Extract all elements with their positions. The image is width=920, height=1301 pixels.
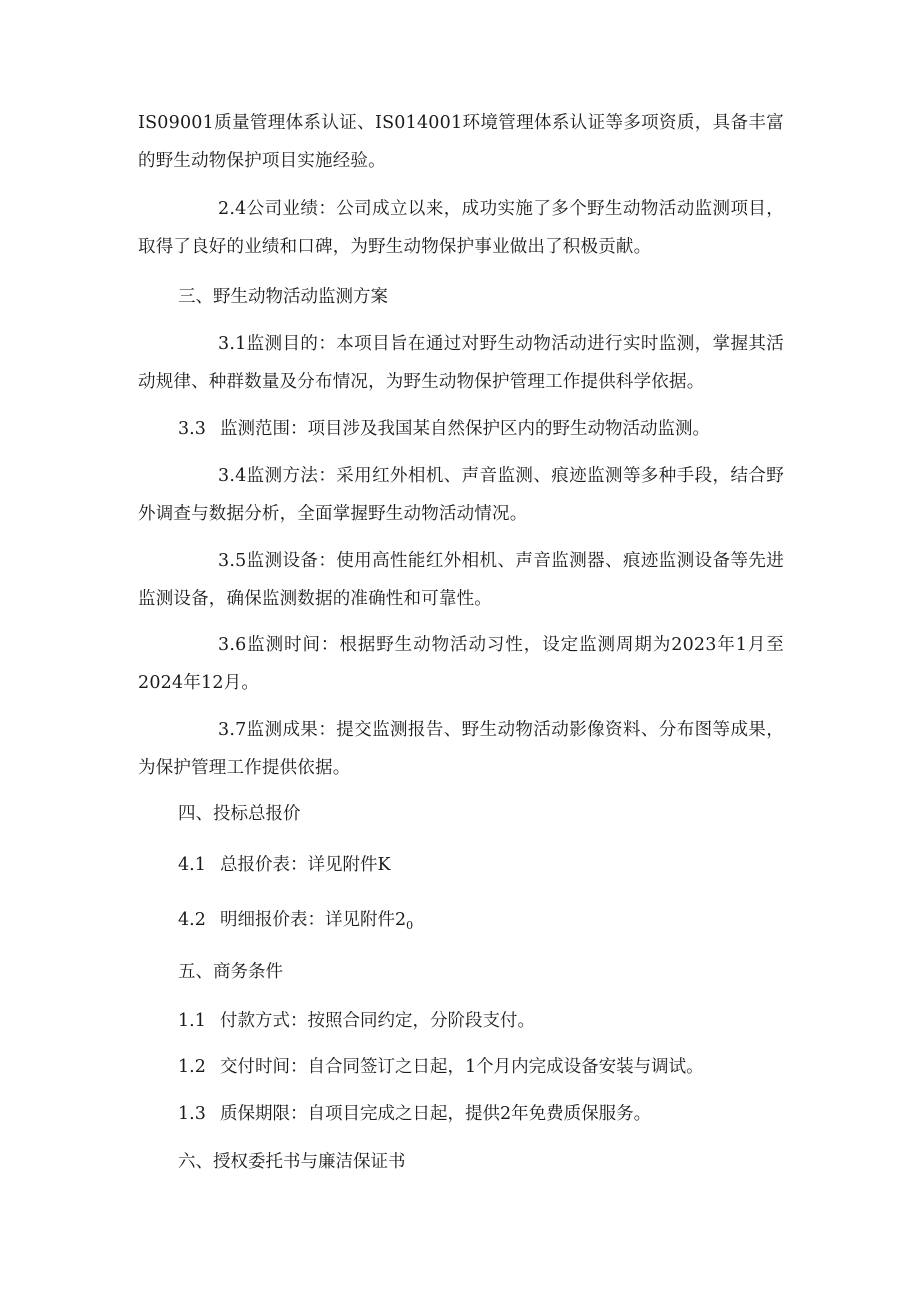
section-number: 3.5 xyxy=(218,551,247,571)
subscript-text: 0 xyxy=(406,919,414,932)
paragraph-text: 付款方式：按照合同约定，分阶段支付。 xyxy=(220,1011,535,1031)
section-number: 4.2 xyxy=(178,910,206,930)
paragraph-3-6 xyxy=(138,626,784,702)
section-number: 3.6 xyxy=(218,635,247,655)
heading-section-6: 六、授权委托书与廉洁保证书 xyxy=(178,1152,406,1172)
paragraph-3-4 xyxy=(138,457,784,533)
paragraph-text: 监测时间：根据野生动物活动习性，设定监测周期为2023年1月至2024年12月。 xyxy=(138,635,784,693)
section-number: 2.4 xyxy=(218,199,247,219)
paragraph-3-5 xyxy=(138,542,784,618)
paragraph-3-3 xyxy=(178,410,710,448)
section-number: 1.1 xyxy=(178,1011,206,1031)
paragraph-text: 监测范围：项目涉及我国某自然保护区内的野生动物活动监测。 xyxy=(220,419,710,439)
paragraph-3-1 xyxy=(138,325,784,401)
paragraph-4-1 xyxy=(178,846,391,884)
section-number: 3. xyxy=(218,334,236,354)
paragraph-1-3 xyxy=(178,1095,651,1133)
paragraph-qualifications xyxy=(138,104,784,180)
paragraph-3-7 xyxy=(138,711,784,787)
paragraph-2-4 xyxy=(138,190,784,266)
paragraph-text: 总报价表：详见附件K xyxy=(220,855,391,875)
paragraph-text: 公司业绩：公司成立以来，成功实施了多个野生动物活动监测项目，取得了良好的业绩和口碑，为野生动物保护事业做出了积极贡献。 xyxy=(138,199,784,257)
section-number: 1.2 xyxy=(178,1057,206,1077)
paragraph-1-1 xyxy=(178,1002,535,1040)
heading-section-5: 五、商务条件 xyxy=(178,962,283,982)
section-number: 1.3 xyxy=(178,1104,206,1124)
paragraph-text: 质保期限：自项目完成之日起，提供2年免费质保服务。 xyxy=(220,1104,652,1124)
heading-section-3: 三、野生动物活动监测方案 xyxy=(178,287,388,307)
section-number: 3.7 xyxy=(218,720,247,740)
paragraph-4-2 xyxy=(178,901,413,945)
section-number: 4.1 xyxy=(178,855,206,875)
section-number: 3.4 xyxy=(218,466,247,486)
paragraph-text: 明细报价表：详见附件2 xyxy=(220,910,407,930)
paragraph-text: 监测设备：使用高性能红外相机、声音监测器、痕迹监测设备等先进监测设备，确保监测数据的准确性和可靠性。 xyxy=(138,551,784,609)
section-number: 3.3 xyxy=(178,419,206,439)
paragraph-text: 监测方法：采用红外相机、声音监测、痕迹监测等多种手段，结合野外调查与数据分析，全面掌握野生动物活动情况。 xyxy=(138,466,784,524)
paragraph-text: IS09001质量管理体系认证、IS014001环境管理体系认证等多项资质，具备丰富的野生动物保护项目实施经验。 xyxy=(138,113,784,171)
paragraph-text: 1监测目的：本项目旨在通过对野生动物活动进行实时监测，掌握其活动规律、种群数量及分布情况，为野生动物保护管理工作提供科学依据。 xyxy=(138,334,784,392)
heading-section-4: 四、投标总报价 xyxy=(178,804,301,824)
paragraph-text: 交付时间：自合同签订之日起，1个月内完成设备安装与调试。 xyxy=(220,1057,704,1077)
paragraph-text: 监测成果：提交监测报告、野生动物活动影像资料、分布图等成果，为保护管理工作提供依据。 xyxy=(138,720,784,778)
paragraph-1-2 xyxy=(178,1048,704,1086)
